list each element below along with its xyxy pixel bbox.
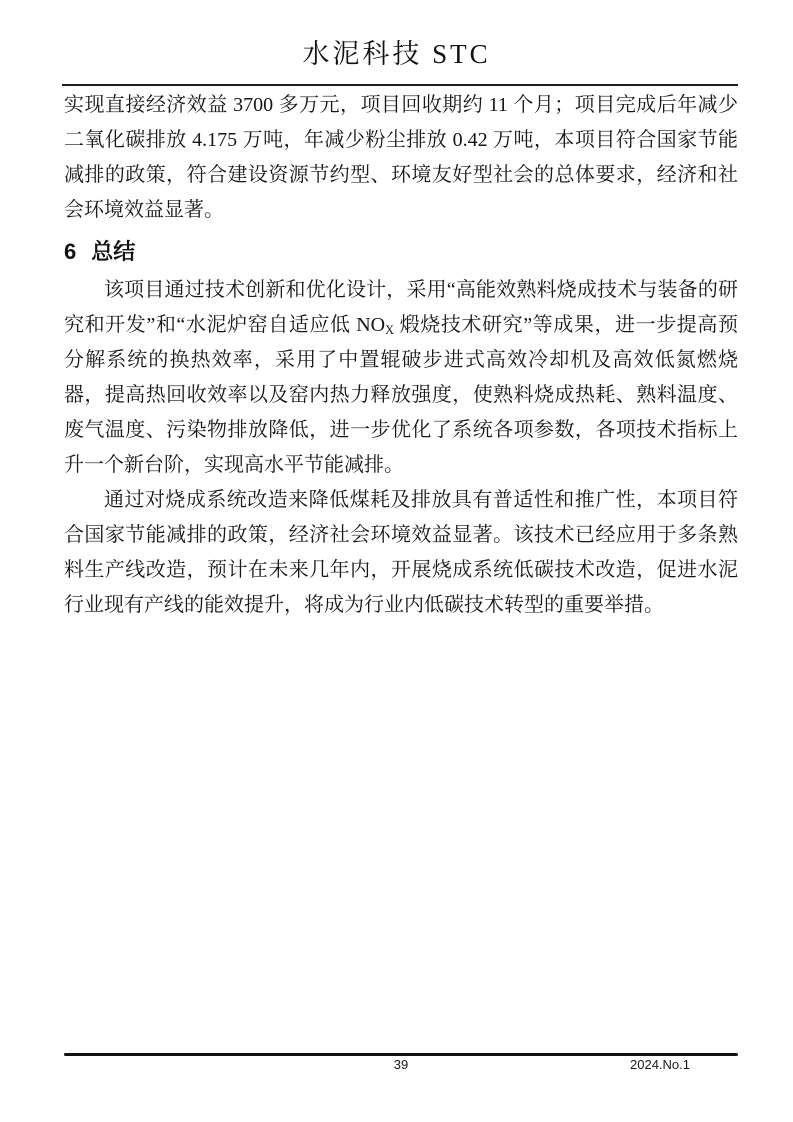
header-divider bbox=[62, 84, 738, 86]
nox-subscript: X bbox=[385, 323, 395, 338]
section-number: 6 bbox=[64, 239, 77, 264]
issue-label: 2024.No.1 bbox=[630, 1057, 690, 1072]
summary-paragraph-2: 通过对烧成系统改造来降低煤耗及排放具有普适性和推广性，本项目符合国家节能减排的政策，经济社会环境效益显著。该技术已经应用于多条熟料生产线改造，预计在未来几年内，开展烧成系统低碳技术改造，促进水泥行业现有产线的能效提升，将成为行业内低碳技术转型的重要举措。 bbox=[64, 489, 738, 616]
footer-divider bbox=[64, 1053, 738, 1056]
section-title: 总结 bbox=[91, 239, 136, 264]
summary-paragraph-1-part1: 该项目通过技术创新和优化设计，采用“高能效熟料烧成技术与装备的研究和开发”和“水泥炉窑自适应低 NO bbox=[64, 279, 738, 336]
summary-paragraph-1 bbox=[64, 273, 738, 483]
page-number: 39 bbox=[393, 1057, 409, 1072]
section-heading bbox=[64, 236, 738, 267]
summary-paragraph-1-part2: 煅烧技术研究”等成果，进一步提高预分解系统的换热效率，采用了中置辊破步进式高效冷却机及高效低氮燃烧器，提高热回收效率以及窑内热力释放强度，使熟料烧成热耗、熟料温度、废气温度、污染物排放降低，进一步优化了系统各项参数，各项技术指标上升一个新台阶，实现高水平节能减排。 bbox=[64, 314, 738, 476]
journal-title: 水泥科技 STC bbox=[302, 39, 491, 69]
continuation-paragraph: 实现直接经济效益 3700 多万元，项目回收期约 11 个月；项目完成后年减少二氧化碳排放 4.175 万吨，年减少粉尘排放 0.42 万吨，本项目符合国家节能减排的政策，符合建设资源节约型、环境友好型社会的总体要求，经济和社会环境效益显著。 bbox=[64, 94, 738, 221]
page-footer bbox=[64, 1057, 738, 1077]
page-body bbox=[64, 88, 738, 623]
